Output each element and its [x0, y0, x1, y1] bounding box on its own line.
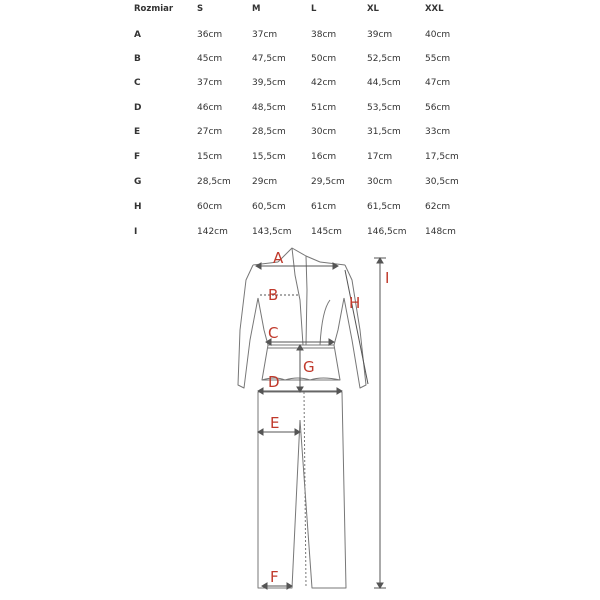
- label-e: E: [270, 414, 280, 432]
- table-cell: 30cm: [367, 177, 393, 187]
- table-cell: 29cm: [252, 177, 278, 187]
- table-cell: 30cm: [311, 127, 337, 137]
- table-cell: 61,5cm: [367, 202, 401, 212]
- table-cell: 53,5cm: [367, 103, 401, 113]
- table-cell: 52,5cm: [367, 54, 401, 64]
- size-col-header: L: [311, 4, 317, 14]
- table-cell: 61cm: [311, 202, 337, 212]
- table-cell: 50cm: [311, 54, 337, 64]
- table-cell: 29,5cm: [311, 177, 345, 187]
- size-col-header: XXL: [425, 4, 444, 14]
- table-cell: 56cm: [425, 103, 451, 113]
- table-cell: 27cm: [197, 127, 223, 137]
- table-cell: 16cm: [311, 152, 337, 162]
- row-label: F: [134, 152, 141, 162]
- label-d: D: [268, 373, 280, 391]
- table-cell: 44,5cm: [367, 78, 401, 88]
- row-label: I: [134, 227, 138, 237]
- table-cell: 47cm: [425, 78, 451, 88]
- size-header-label: Rozmiar: [134, 4, 174, 14]
- table-cell: 28,5cm: [252, 127, 286, 137]
- right-leg-outline: [300, 392, 346, 588]
- row-label: H: [134, 202, 142, 212]
- table-cell: 39,5cm: [252, 78, 286, 88]
- table-cell: 143,5cm: [252, 227, 292, 237]
- table-cell: 145cm: [311, 227, 342, 237]
- table-cell: 60,5cm: [252, 202, 286, 212]
- lapel-right-outline: [306, 256, 307, 345]
- table-cell: 15,5cm: [252, 152, 286, 162]
- label-f: F: [270, 568, 279, 586]
- size-col-header: XL: [367, 4, 379, 14]
- table-cell: 33cm: [425, 127, 451, 137]
- left-sleeve-outline: [238, 265, 258, 388]
- row-label: C: [134, 78, 141, 88]
- right-side-outline: [334, 298, 344, 345]
- table-cell: 39cm: [367, 30, 393, 40]
- table-cell: 45cm: [197, 54, 223, 64]
- row-label: A: [134, 30, 141, 40]
- label-a: A: [273, 249, 284, 267]
- table-cell: 142cm: [197, 227, 228, 237]
- garment-outline: [238, 248, 366, 588]
- table-cell: 62cm: [425, 202, 451, 212]
- table-cell: 30,5cm: [425, 177, 459, 187]
- collar-outline: [278, 248, 320, 262]
- size-col-header: M: [252, 4, 261, 14]
- table-cell: 148cm: [425, 227, 456, 237]
- table-cell: 47,5cm: [252, 54, 286, 64]
- table-cell: 55cm: [425, 54, 451, 64]
- label-h: H: [349, 294, 361, 312]
- row-label: E: [134, 127, 141, 137]
- table-cell: 46cm: [197, 103, 223, 113]
- table-cell: 37cm: [197, 78, 223, 88]
- label-i: I: [385, 269, 390, 287]
- table-cell: 60cm: [197, 202, 223, 212]
- row-label: B: [134, 54, 141, 64]
- label-g: G: [303, 358, 315, 376]
- table-cell: 17cm: [367, 152, 393, 162]
- table-cell: 42cm: [311, 78, 337, 88]
- table-cell: 17,5cm: [425, 152, 459, 162]
- table-cell: 51cm: [311, 103, 337, 113]
- lapel-left-outline: [292, 248, 303, 345]
- row-label: D: [134, 103, 142, 113]
- label-c: C: [268, 324, 279, 342]
- table-cell: 37cm: [252, 30, 278, 40]
- table-cell: 31,5cm: [367, 127, 401, 137]
- measurement-labels: [268, 249, 389, 586]
- table-cell: 146,5cm: [367, 227, 407, 237]
- row-label: G: [134, 177, 142, 187]
- table-cell: 48,5cm: [252, 103, 286, 113]
- size-col-header: S: [197, 4, 204, 14]
- left-side-outline: [258, 298, 268, 345]
- table-cell: 28,5cm: [197, 177, 231, 187]
- table-cell: 40cm: [425, 30, 451, 40]
- table-cell: 36cm: [197, 30, 223, 40]
- table-cell: 38cm: [311, 30, 337, 40]
- label-b: B: [268, 286, 279, 304]
- table-cell: 15cm: [197, 152, 223, 162]
